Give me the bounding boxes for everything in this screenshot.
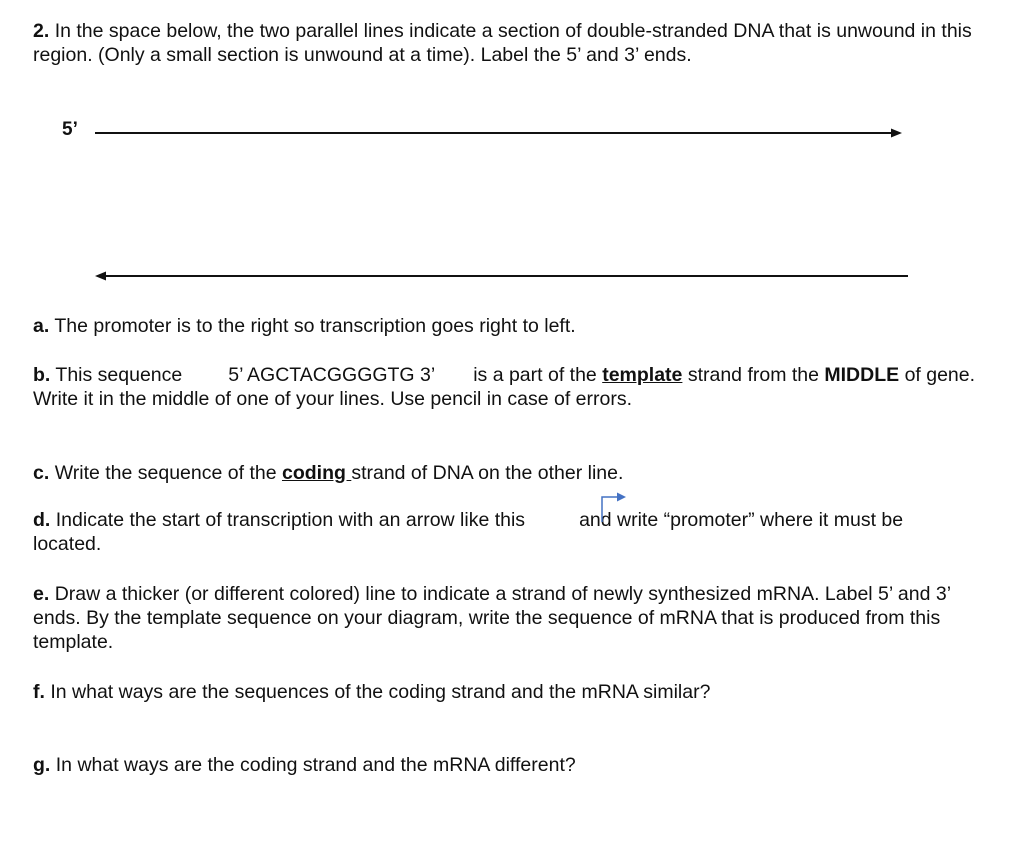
- bottom-strand-line: [95, 272, 908, 281]
- part-d-text3: located.: [33, 533, 102, 555]
- part-c-text2: strand of DNA on the other line.: [351, 462, 624, 484]
- part-a-letter: a.: [33, 315, 50, 337]
- dna-diagram: [0, 0, 1024, 300]
- part-f-letter: f.: [33, 681, 45, 703]
- part-d-text2: and write “promoter” where it must be: [579, 509, 904, 531]
- part-g: [33, 753, 998, 777]
- part-f: [33, 680, 998, 704]
- part-b: [33, 363, 998, 411]
- part-a: [33, 314, 998, 338]
- part-b-text1: This sequence: [55, 364, 183, 386]
- part-d: [33, 508, 998, 556]
- part-b-text4: of gene. Write it in the middle of one of your lines. Use pencil in case of errors.: [33, 364, 976, 410]
- part-g-text: In what ways are the coding strand and the mRNA different?: [55, 754, 576, 776]
- bent-arrow-icon: [599, 489, 629, 525]
- part-e: [33, 582, 998, 654]
- top-strand-5prime-label: 5’: [62, 119, 78, 140]
- question-text: In the space below, the two parallel lines indicate a section of double-stranded DNA that is unwound in this region. (Only a small section is unwound at a time). Label the 5’ and 3’ ends.: [33, 20, 972, 66]
- part-f-text: In what ways are the sequences of the coding strand and the mRNA similar?: [50, 681, 711, 703]
- part-e-text: Draw a thicker (or different colored) line to indicate a strand of newly synthesized mRNA. Label 5’ and 3’ ends. By the template sequence on your diagram, write the sequence of mRNA that is produced from this template.: [33, 583, 951, 653]
- middle-keyword: MIDDLE: [824, 364, 900, 386]
- coding-keyword: coding: [281, 462, 352, 484]
- part-e-letter: e.: [33, 583, 50, 605]
- part-d-letter: d.: [33, 509, 51, 531]
- part-a-text: The promoter is to the right so transcription goes right to left.: [54, 315, 576, 337]
- top-strand-line: [95, 129, 902, 138]
- part-b-text2: is a part of the: [473, 364, 597, 386]
- question-number: 2.: [33, 20, 50, 42]
- part-d-text1: Indicate the start of transcription with an arrow like this: [55, 509, 526, 531]
- template-keyword: template: [602, 364, 683, 386]
- part-c-letter: c.: [33, 462, 50, 484]
- part-g-letter: g.: [33, 754, 51, 776]
- part-c: [33, 461, 998, 485]
- part-c-text1: Write the sequence of the: [54, 462, 277, 484]
- part-b-text3: strand from the: [687, 364, 819, 386]
- template-sequence: 5’ AGCTACGGGGTG 3’: [228, 364, 436, 386]
- part-b-letter: b.: [33, 364, 51, 386]
